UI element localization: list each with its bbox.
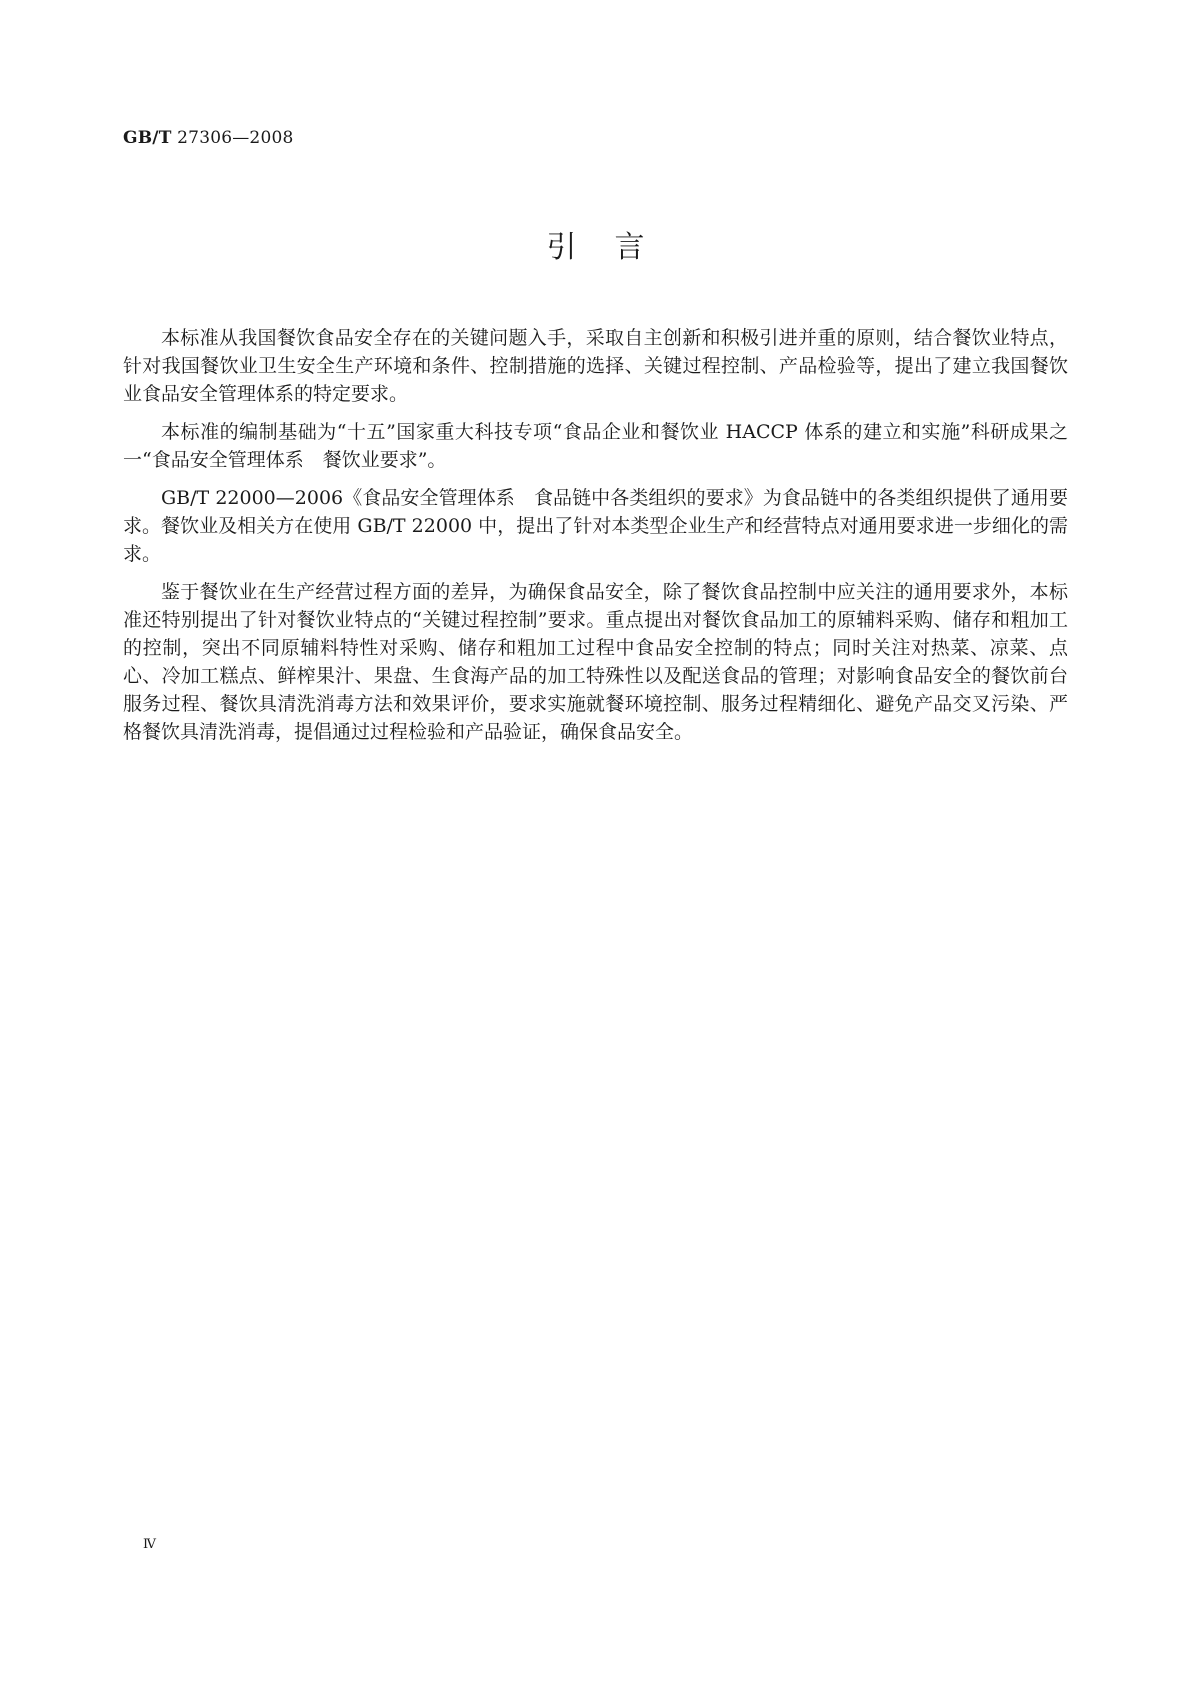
paragraph-4: 鉴于餐饮业在生产经营过程方面的差异，为确保食品安全，除了餐饮食品控制中应关注的通用要求外，本标准还特别提出了针对餐饮业特点的“关键过程控制”要求。重点提出对餐饮食品加工的原辅料采购、储存和粗加工的控制，突出不同原辅料特性对采购、储存和粗加工过程中食品安全控制的特点；同时关注对热菜、凉菜、点心、冷加工糕点、鲜榨果汁、果盘、生食海产品的加工特殊性以及配送食品的管理；对影响食品安全的餐饮前台服务过程、餐饮具清洗消毒方法和效果评价，要求实施就餐环境控制、服务过程精细化、避免产品交叉污染、严格餐饮具清洗消毒，提倡通过过程检验和产品验证，确保食品安全。 <box>123 581 1068 743</box>
standard-code <box>123 128 294 148</box>
page-title: 引言 <box>546 230 683 265</box>
paragraph-2: 本标准的编制基础为“十五”国家重大科技专项“食品企业和餐饮业 HACCP 体系的建立和实施”科研成果之一“食品安全管理体系 餐饮业要求”。 <box>123 421 1068 471</box>
standard-prefix: GB/T <box>123 128 172 148</box>
page-number: Ⅳ <box>143 1537 156 1552</box>
document-body <box>123 324 1068 756</box>
paragraph-3: GB/T 22000—2006《食品安全管理体系 食品链中各类组织的要求》为食品链中的各类组织提供了通用要求。餐饮业及相关方在使用 GB/T 22000 中，提出了针对本类型企业生产和经营特点对通用要求进一步细化的需求。 <box>123 487 1068 565</box>
paragraph-1: 本标准从我国餐饮食品安全存在的关键问题入手，采取自主创新和积极引进并重的原则，结合餐饮业特点，针对我国餐饮业卫生安全生产环境和条件、控制措施的选择、关键过程控制、产品检验等，提出了建立我国餐饮业食品安全管理体系的特定要求。 <box>123 327 1068 405</box>
standard-number: 27306—2008 <box>177 128 294 148</box>
